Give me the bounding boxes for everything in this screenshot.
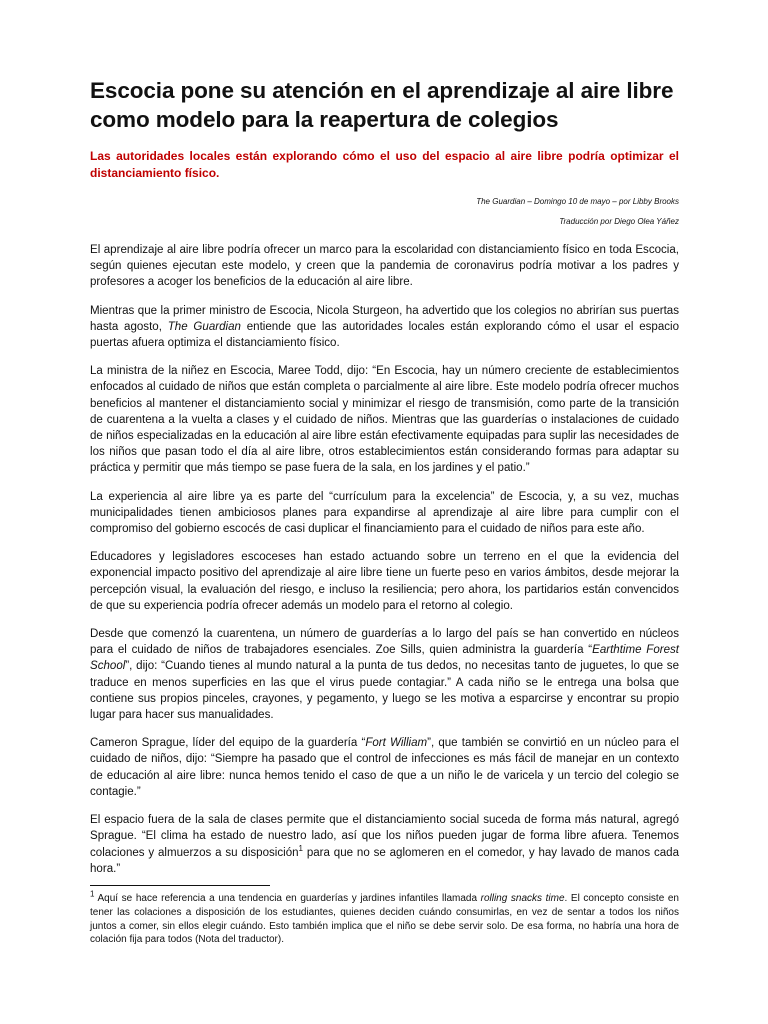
paragraph-4: La experiencia al aire libre ya es parte del “currículum para la excelencia” de Escocia, y, a su vez, muchas municipalidades tienen ambiciosos planes para expandirse al aprendizaje al aire libre para cumplir con el compromiso del gobierno escocés de casi duplicar el financiamiento para el cuidado de niños para este año.	[90, 490, 679, 536]
footnote-reference: 1	[298, 843, 303, 853]
paragraph-8-text-b: para que no se aglomeren en el comedor, y hay lavado de manos cada hora.”	[90, 846, 680, 875]
footnote-text-b: . El concepto consiste en tener las colaciones a disposición de los estudiantes, quienes deciden cuándo consumirlas, en vez de sentar a todos los niños juntos a comer, sin ellos elegir cuándo. Esto también implica que el niño se debe servir solo. De esa forma, no habría una hora de colación fija para todos (Nota del traductor).	[90, 893, 679, 946]
paragraph-8-text-a: El espacio fuera de la sala de clases permite que el distanciamiento social suceda de forma más natural, agregó Sprague. “El clima ha estado de nuestro lado, así que los niños pueden jugar de forma libre afuera. Tenemos colaciones y almuerzos a su disposición	[90, 814, 679, 859]
footnote-marker: 1	[90, 889, 95, 899]
paragraph-6-text-b: ”, dijo: “Cuando tienes al mundo natural a la punta de tus dedos, no necesitas tanto de juguetes, lo que se traduce en menos superficies en las que el virus puede contagiar.” A cada niño se le entrega una bolsa que contiene sus propios pinceles, crayones, y pegamento, y luego se les motiva a esparcirse y encontrar su propio lugar para hacer sus manualidades.	[90, 660, 679, 722]
paragraph-6-text-a: Desde que comenzó la cuarentena, un número de guarderías a lo largo del país se han convertido en núcleos para el cuidado de niños de trabajadores esenciales. Zoe Sills, quien administra la guardería “	[90, 628, 679, 657]
paragraph-5: Educadores y legisladores escoceses han estado actuando sobre un terreno en el que la evidencia del exponencial impacto positivo del aprendizaje al aire libre tiene un fuerte peso en varios ámbitos, desde mejorar la percepción visual, la evaluación del riesgo, e incluso la resiliencia; pero ahora, los partidarios están convencidos de que su experiencia podría ofrecer además un modelo para el retorno al colegio.	[90, 551, 679, 612]
paragraph-7-text-a: Cameron Sprague, líder del equipo de la guardería “	[90, 737, 366, 750]
footnote-text-a: Aquí se hace referencia a una tendencia en guarderías y jardines infantiles llamada	[94, 893, 481, 904]
footnote	[90, 889, 679, 947]
translation-credit: Traducción por Diego Olea Yáñez	[559, 217, 679, 226]
article-subtitle: Las autoridades locales están explorando cómo el uso del espacio al aire libre podría optimizar el distanciamiento físico.	[90, 149, 679, 180]
paragraph-2-text-a: Mientras que la primer ministro de Escocia, Nicola Sturgeon, ha advertido que los colegios no abrirían sus puertas hasta agosto,	[90, 304, 679, 333]
paragraph-7-emphasis: Fort William	[365, 737, 428, 750]
footnote-emphasis: rolling snacks time	[480, 893, 565, 904]
footnote-separator	[90, 885, 270, 886]
paragraph-7	[90, 735, 679, 800]
paragraph-2	[90, 303, 679, 352]
paragraph-6-emphasis: Earthtime Forest School	[90, 644, 679, 673]
paragraph-1: El aprendizaje al aire libre podría ofrecer un marco para la escolaridad con distanciamiento físico en toda Escocia, según quienes ejecutan este modelo, y creen que la pandemia de coronavirus podría motivar a los padres y profesores a acoger los beneficios de la educación al aire libre.	[90, 244, 679, 289]
paragraph-8	[90, 812, 679, 877]
paragraph-3: La ministra de la niñez en Escocia, Maree Todd, dijo: “En Escocia, hay un número creciente de establecimientos enfocados al cuidado de niños que están completa o parcialmente al aire libre. Este modelo podría ofrecer muchos beneficios al mantener el distanciamiento social y minimizar el riesgo de transmisión, como parte de la transición de cuarentena a la vuelta a clases y el cuidado de niños. Mientras que las guarderías o instalaciones de cuidado de niños especializadas en la educación al aire libre están efectivamente equipadas para suplir las necesidades de los niños que pasan todo el día al aire libre, otros establecimientos están considerando formas para adaptar su práctica y permitir que más tiempo se pase fuera de la sala, en los jardines y el patio.”	[90, 365, 679, 475]
article-body	[90, 242, 679, 877]
article-title: Escocia pone su atención en el aprendizaje al aire libre como modelo para la reapertura de colegios	[90, 78, 674, 132]
paragraph-6	[90, 626, 679, 723]
paragraph-7-text-b: ”, que también se convirtió en un núcleo para el cuidado de niños, dijo: “Siempre ha pasado que el control de infecciones es más fácil de manejar en un contexto de educación al aire libre: nunca hemos tenido el caso de que a un niño le de varicela y un tercio del colegio se contagie.”	[90, 737, 680, 798]
paragraph-2-emphasis: The Guardian	[167, 320, 241, 333]
paragraph-2-text-b: entiende que las autoridades locales están explorando cómo el usar el espacio puertas afuera optimiza el distanciamiento físico.	[90, 320, 679, 350]
article-source: The Guardian – Domingo 10 de mayo – por Libby Brooks	[476, 197, 679, 206]
